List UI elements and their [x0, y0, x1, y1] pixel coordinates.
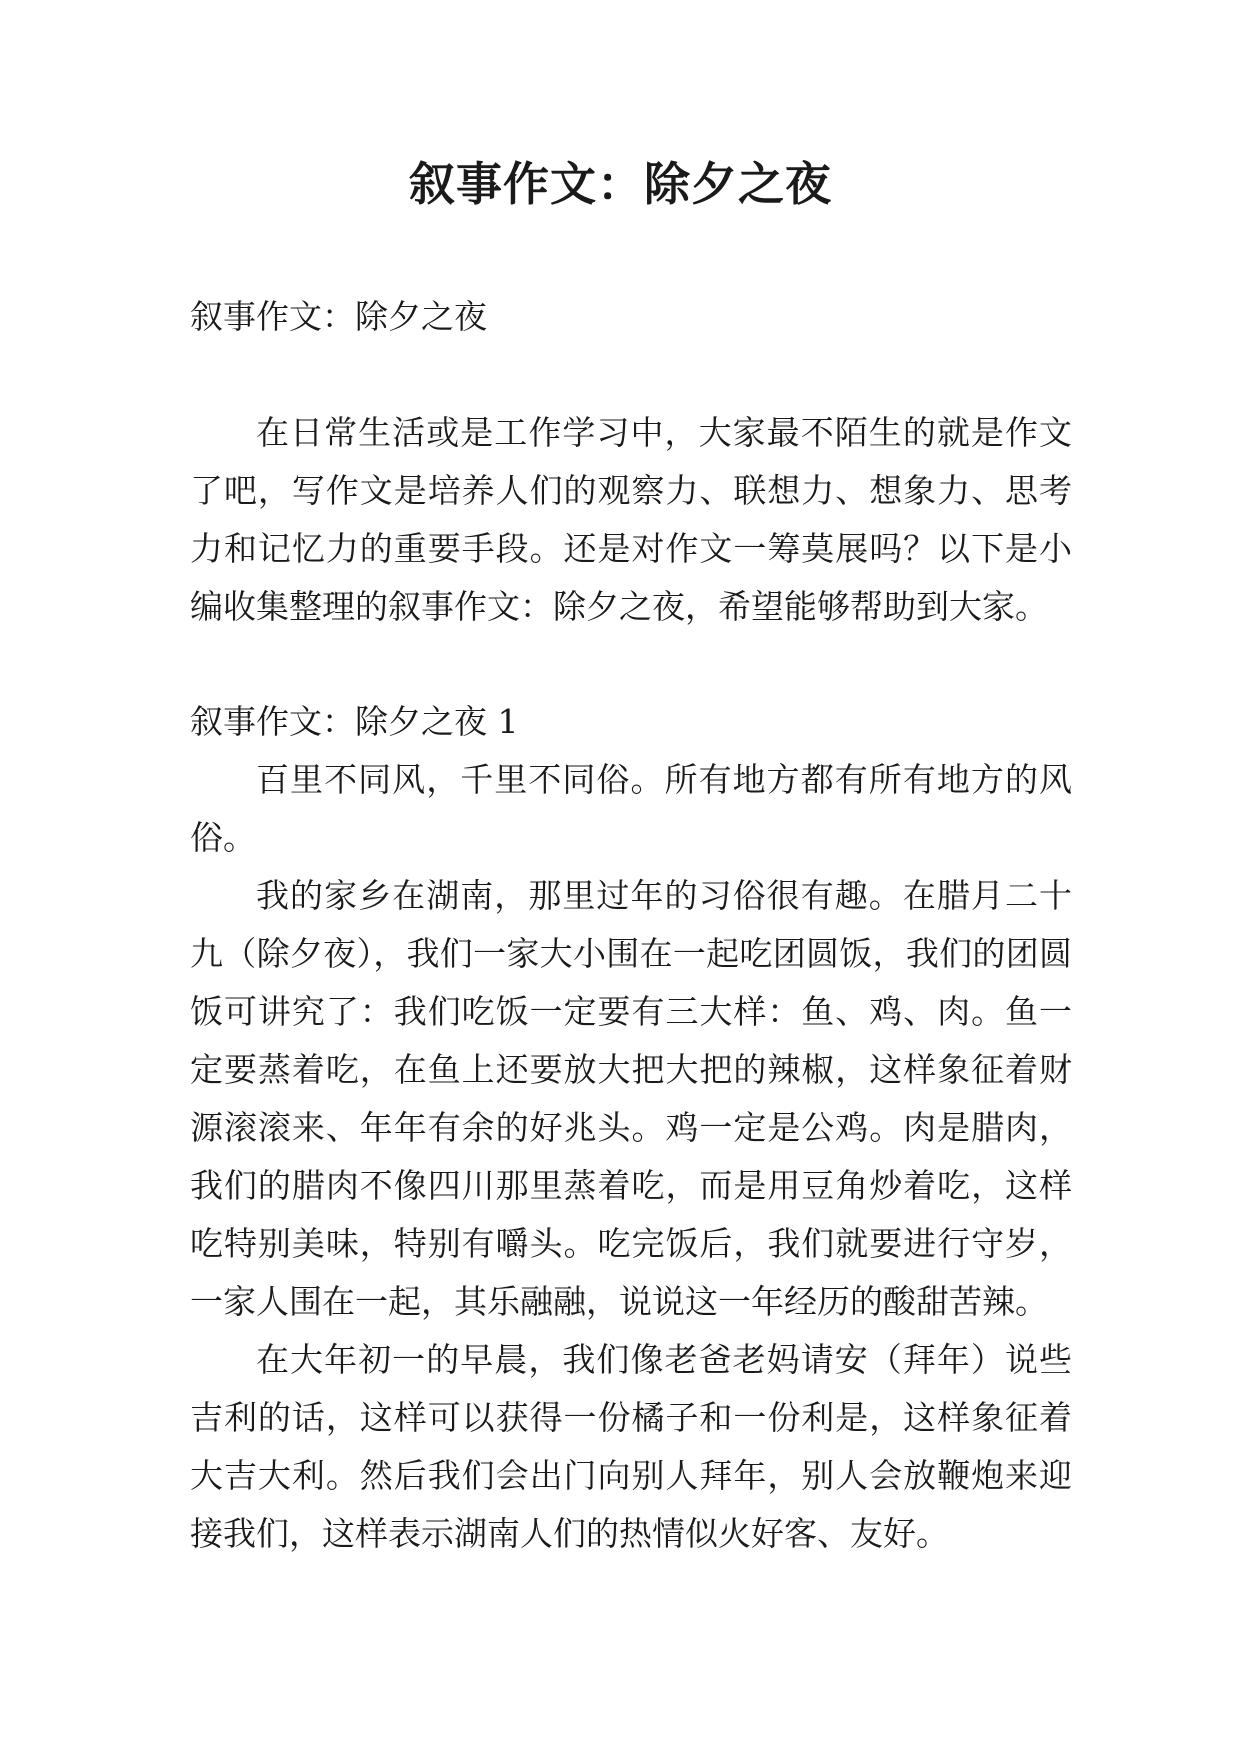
- section-heading: 叙事作文：除夕之夜 1: [190, 702, 519, 741]
- intro-paragraph: 在日常生活或是工作学习中，大家最不陌生的就是作文了吧，写作文是培养人们的观察力、联想力、想象力、思考力和记忆力的重要手段。还是对作文一筹莫展吗？以下是小编收集整理的叙事作文：除夕之夜，希望能够帮助到大家。: [190, 413, 1072, 626]
- body-paragraph: 在大年初一的早晨，我们像老爸老妈请安（拜年）说些吉利的话，这样可以获得一份橘子和一份利是，这样象征着大吉大利。然后我们会出门向别人拜年，别人会放鞭炮来迎接我们，这样表示湖南人们的热情似火好客、友好。: [190, 1340, 1072, 1553]
- document-subtitle: 叙事作文：除夕之夜: [190, 297, 487, 336]
- body-paragraph: 我的家乡在湖南，那里过年的习俗很有趣。在腊月二十九（除夕夜），我们一家大小围在一起吃团圆饭，我们的团圆饭可讲究了：我们吃饭一定要有三大样：鱼、鸡、肉。鱼一定要蒸着吃，在鱼上还要放大把大把的辣椒，这样象征着财源滚滚来、年年有余的好兆头。鸡一定是公鸡。肉是腊肉，我们的腊肉不像四川那里蒸着吃，而是用豆角炒着吃，这样吃特别美味，特别有嚼头。吃完饭后，我们就要进行守岁，一家人围在一起，其乐融融，说说这一年经历的酸甜苦辣。: [190, 876, 1072, 1321]
- document-body: [190, 288, 1072, 1563]
- document-title: 叙事作文：除夕之夜: [409, 157, 832, 211]
- body-paragraph: 百里不同风，千里不同俗。所有地方都有所有地方的风俗。: [190, 760, 1072, 857]
